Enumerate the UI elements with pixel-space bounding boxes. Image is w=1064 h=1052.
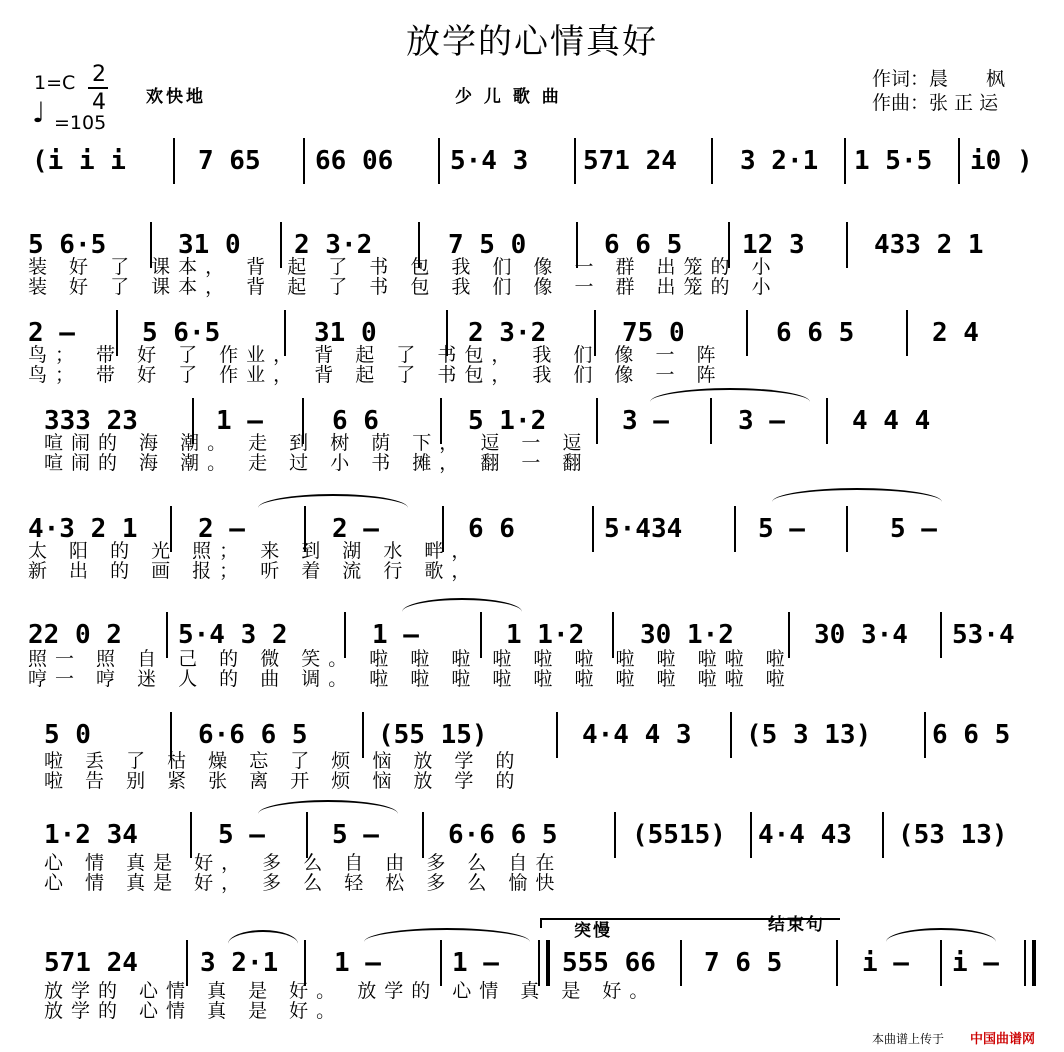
- measure-3: 6 6: [332, 406, 379, 436]
- measure-2: 1 —: [216, 406, 263, 436]
- measure-4: 1 1·2: [506, 620, 585, 650]
- measure-7: (53 13): [898, 820, 1008, 850]
- measure-7: 1 5·5: [854, 146, 933, 176]
- barline: [173, 138, 175, 184]
- measure-1: 5 6·5: [28, 230, 107, 260]
- measure-2: 5 —: [218, 820, 265, 850]
- measure-7: 4 4 4: [852, 406, 931, 436]
- lyric-verse-2: 哼一 哼 迷 人 的 曲 调。 啦 啦 啦 啦 啦 啦 啦 啦 啦啦 啦: [28, 668, 793, 690]
- measure-5: (5515): [632, 820, 726, 850]
- final-barline: [1024, 940, 1036, 986]
- measure-4: 1 —: [452, 948, 499, 978]
- barline: [592, 506, 594, 552]
- measure-2: 5·4 3 2: [178, 620, 288, 650]
- measure-8: i —: [952, 948, 999, 978]
- measure-2: 7 65: [198, 146, 261, 176]
- barline: [844, 138, 846, 184]
- measure-6: 7 6 5: [704, 948, 783, 978]
- measure-7: 53·4: [952, 620, 1015, 650]
- measure-2: 3 2·1: [200, 948, 279, 978]
- measure-3: 31 0: [314, 318, 377, 348]
- barline: [730, 712, 732, 758]
- measure-6: 12 3: [742, 230, 805, 260]
- measure-8: i0 ): [970, 146, 1033, 176]
- measure-5: 5·434: [604, 514, 683, 544]
- lyric-verse-2: 啦 告 别 紧 张 离 开 烦 恼 放 学 的: [44, 770, 523, 792]
- measure-6: 30 3·4: [814, 620, 908, 650]
- measure-5: 75 0: [622, 318, 685, 348]
- lyric-verse-2: 放学的 心情 真 是 好。: [44, 1000, 344, 1022]
- song-title: 放学的心情真好: [406, 22, 658, 62]
- measure-4: 4·4 4 3: [582, 720, 692, 750]
- barline: [940, 940, 942, 986]
- lyric-verse-1: 鸟； 带 好 了 作业， 背 起 了 书包， 我 们 像 一 阵: [28, 344, 724, 366]
- barline: [846, 222, 848, 268]
- composer-credit: 作曲：张 正 运: [872, 92, 999, 114]
- lyric-verse-2: 喧闹的 海 潮。 走 过 小 书 摊， 翻 一 翻: [44, 452, 590, 474]
- measure-4: 2 3·2: [468, 318, 547, 348]
- measure-1: 1·2 34: [44, 820, 138, 850]
- barline: [826, 398, 828, 444]
- lyric-verse-1: 放学的 心情 真 是 好。 放学的 心情 真 是 好。: [44, 980, 657, 1002]
- barline: [438, 138, 440, 184]
- lyric-verse-2: 装 好 了 课本， 背 起 了 书 包 我 们 像 一 群 出笼的 小: [28, 276, 779, 298]
- measure-3: 66 06: [315, 146, 394, 176]
- lyricist-credit: 作词：晨 枫: [872, 68, 1006, 90]
- measure-5: 555 66: [562, 948, 656, 978]
- measure-3: 2 —: [332, 514, 379, 544]
- measure-4: 6·6 6 5: [448, 820, 558, 850]
- measure-4: 5 1·2: [468, 406, 547, 436]
- measure-7: 5 —: [890, 514, 937, 544]
- lyric-verse-2: 鸟； 带 好 了 作业， 背 起 了 书包， 我 们 像 一 阵: [28, 364, 724, 386]
- time-signature-top: 2: [92, 62, 106, 87]
- key-signature: 1=C: [34, 72, 76, 94]
- measure-1: 571 24: [44, 948, 138, 978]
- lyric-verse-1: 心 情 真是 好， 多 么 自 由 多 么 自在: [44, 852, 563, 874]
- site-logo[interactable]: 中国曲谱网: [970, 1032, 1036, 1047]
- measure-6: 4·4 43: [758, 820, 852, 850]
- measure-5: 571 24: [583, 146, 677, 176]
- barline: [882, 812, 884, 858]
- measure-6: 3 —: [738, 406, 785, 436]
- measure-5: 3 —: [622, 406, 669, 436]
- lyric-verse-1: 啦 丢 了 枯 燥 忘 了 烦 恼 放 学 的: [44, 750, 523, 772]
- measure-5: 6 6 5: [604, 230, 683, 260]
- measure-5: (5 3 13): [746, 720, 872, 750]
- coda-marking: 结束句: [768, 915, 825, 935]
- measure-6: 5 —: [758, 514, 805, 544]
- measure-7: i —: [862, 948, 909, 978]
- measure-3: 5 —: [332, 820, 379, 850]
- barline: [836, 940, 838, 986]
- barline: [614, 812, 616, 858]
- barline: [303, 138, 305, 184]
- tie-arc: [772, 488, 942, 502]
- measure-4: 7 5 0: [448, 230, 527, 260]
- measure-3: (55 15): [378, 720, 488, 750]
- barline: [958, 138, 960, 184]
- measure-2: 2 —: [198, 514, 245, 544]
- measure-1: 333 23: [44, 406, 138, 436]
- measure-1: 22 0 2: [28, 620, 122, 650]
- measure-7: 2 4: [932, 318, 979, 348]
- barline: [680, 940, 682, 986]
- barline: [556, 712, 558, 758]
- barline: [746, 310, 748, 356]
- measure-3: 1 —: [334, 948, 381, 978]
- measure-2: 6·6 6 5: [198, 720, 308, 750]
- barline: [940, 612, 942, 658]
- measure-7: 433 2 1: [874, 230, 984, 260]
- time-signature-bottom: 4: [92, 90, 106, 115]
- ritardando-marking: 突慢: [574, 921, 612, 941]
- tie-arc: [402, 598, 522, 612]
- genre-label: 少 儿 歌 曲: [455, 87, 562, 107]
- expression-marking: 欢快地: [146, 87, 206, 107]
- barline: [711, 138, 713, 184]
- barline: [846, 506, 848, 552]
- barline: [906, 310, 908, 356]
- measure-1: 2 —: [28, 318, 75, 348]
- measure-1: 4·3 2 1: [28, 514, 138, 544]
- tempo-change-tick: [540, 918, 542, 928]
- measure-6: 3 2·1: [740, 146, 819, 176]
- barline: [596, 398, 598, 444]
- lyric-verse-2: 新 出 的 画 报； 听 着 流 行 歌，: [28, 560, 479, 582]
- measure-3: 1 —: [372, 620, 419, 650]
- barline: [750, 812, 752, 858]
- lyric-verse-1: 装 好 了 课本， 背 起 了 书 包 我 们 像 一 群 出笼的 小: [28, 256, 779, 278]
- quarter-note-icon: ♩: [32, 96, 46, 129]
- barline: [710, 398, 712, 444]
- measure-5: 30 1·2: [640, 620, 734, 650]
- measure-3: 2 3·2: [294, 230, 373, 260]
- time-signature-divider: [88, 87, 108, 89]
- measure-6: 6 6 5: [776, 318, 855, 348]
- measure-1: (i i i: [32, 146, 126, 176]
- barline: [734, 506, 736, 552]
- barline: [924, 712, 926, 758]
- measure-4: 6 6: [468, 514, 515, 544]
- measure-1: 5 0: [44, 720, 91, 750]
- measure-2: 31 0: [178, 230, 241, 260]
- measure-6: 6 6 5: [932, 720, 1011, 750]
- measure-4: 5·4 3: [450, 146, 529, 176]
- upload-note: 本曲谱上传于: [872, 1032, 945, 1046]
- lyric-verse-1: 太 阳 的 光 照； 来 到 湖 水 畔，: [28, 540, 479, 562]
- lyric-verse-1: 照一 照 自 己 的 微 笑。 啦 啦 啦 啦 啦 啦 啦 啦 啦啦 啦: [28, 648, 793, 670]
- barline: [574, 138, 576, 184]
- tempo-marking: =105: [54, 112, 107, 134]
- lyric-verse-2: 心 情 真是 好， 多 么 轻 松 多 么 愉快: [44, 872, 563, 894]
- measure-2: 5 6·5: [142, 318, 221, 348]
- lyric-verse-1: 喧闹的 海 潮。 走 到 树 荫 下， 逗 一 逗: [44, 432, 590, 454]
